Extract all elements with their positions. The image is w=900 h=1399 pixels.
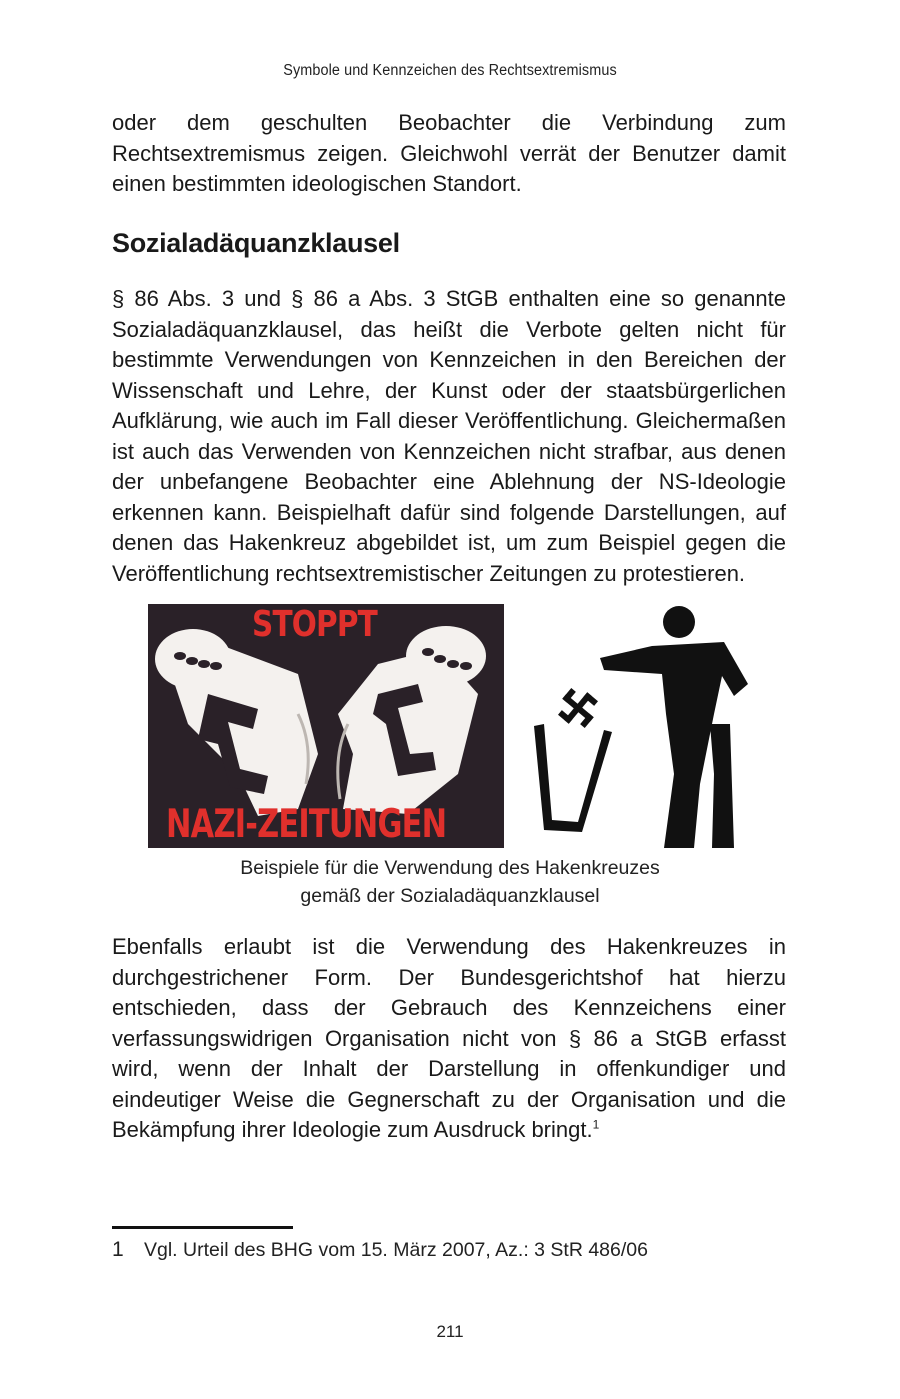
caption-line-2: gemäß der Sozialadäquanzklausel xyxy=(300,885,600,907)
footnote xyxy=(112,1238,648,1262)
protest-poster-image xyxy=(148,604,504,848)
person-throwing-swastika-in-bin-icon xyxy=(534,604,754,850)
running-head: Symbole und Kennzeichen des Rechtsextremismus xyxy=(283,62,617,79)
footnote-number: 1 xyxy=(112,1238,124,1261)
paragraph-clause: § 86 Abs. 3 und § 86 a Abs. 3 StGB enthalten eine so genannte Sozialadäquanzklausel, das heißt die Verbote gelten nicht für bestimmte Verwendungen von Kennzeichen in den Bereichen der Wissenschaft und Lehre, der Kunst oder der staatsbürgerlichen Aufklärung, wie auch im Fall dieser Veröffentlichung. Gleichermaßen ist auch das Verwenden von Kennzeichen nicht strafbar, aus denen der unbefangene Beobachter eine Ablehnung der NS-Ideologie erkennen kann. Beispielhaft dafür sind folgende Darstellungen, auf denen das Hakenkreuz abgebildet ist, um zum Beispiel gegen die Veröffentlichung rechtsextremistischer Zeitungen zu protestieren. xyxy=(112,286,786,586)
poster-top-text: STOPPT xyxy=(252,604,377,645)
paragraph-crossed-out-text: Ebenfalls erlaubt ist die Verwendung des Hakenkreuzes in durchgestrichener Form. Der Bundesgerichtshof hat hierzu entschieden, dass der Gebrauch des Kennzeichens einer verfassungswidrigen Organisation nicht von § 86 a StGB erfasst wird, wenn der Inhalt der Darstellung in offenkundiger und eindeutiger Weise die Gegnerschaft zu der Organisation und die Bekämpfung ihrer Ideologie zum Ausdruck bringt. xyxy=(112,934,786,1142)
figure-caption xyxy=(0,854,900,910)
page-number: 211 xyxy=(436,1322,464,1341)
trash-swastika-image xyxy=(534,604,754,850)
footnote-divider xyxy=(112,1226,293,1229)
footnote-reference[interactable]: 1 xyxy=(592,1117,600,1132)
paragraph-crossed-out xyxy=(112,932,786,1146)
figure xyxy=(148,604,752,850)
poster-bottom-text: NAZI-ZEITUNGEN xyxy=(166,802,447,847)
footnote-text: Vgl. Urteil des BHG vom 15. März 2007, Az.: 3 StR 486/06 xyxy=(144,1239,648,1261)
caption-line-1: Beispiele für die Verwendung des Hakenkreuzes xyxy=(240,857,660,879)
paragraph-intro: oder dem geschulten Beobachter die Verbindung zum Rechtsextremismus zeigen. Gleichwohl verrät der Benutzer damit einen bestimmten ideologischen Standort. xyxy=(112,110,786,196)
section-heading: Sozialadäquanzklausel xyxy=(112,228,400,258)
